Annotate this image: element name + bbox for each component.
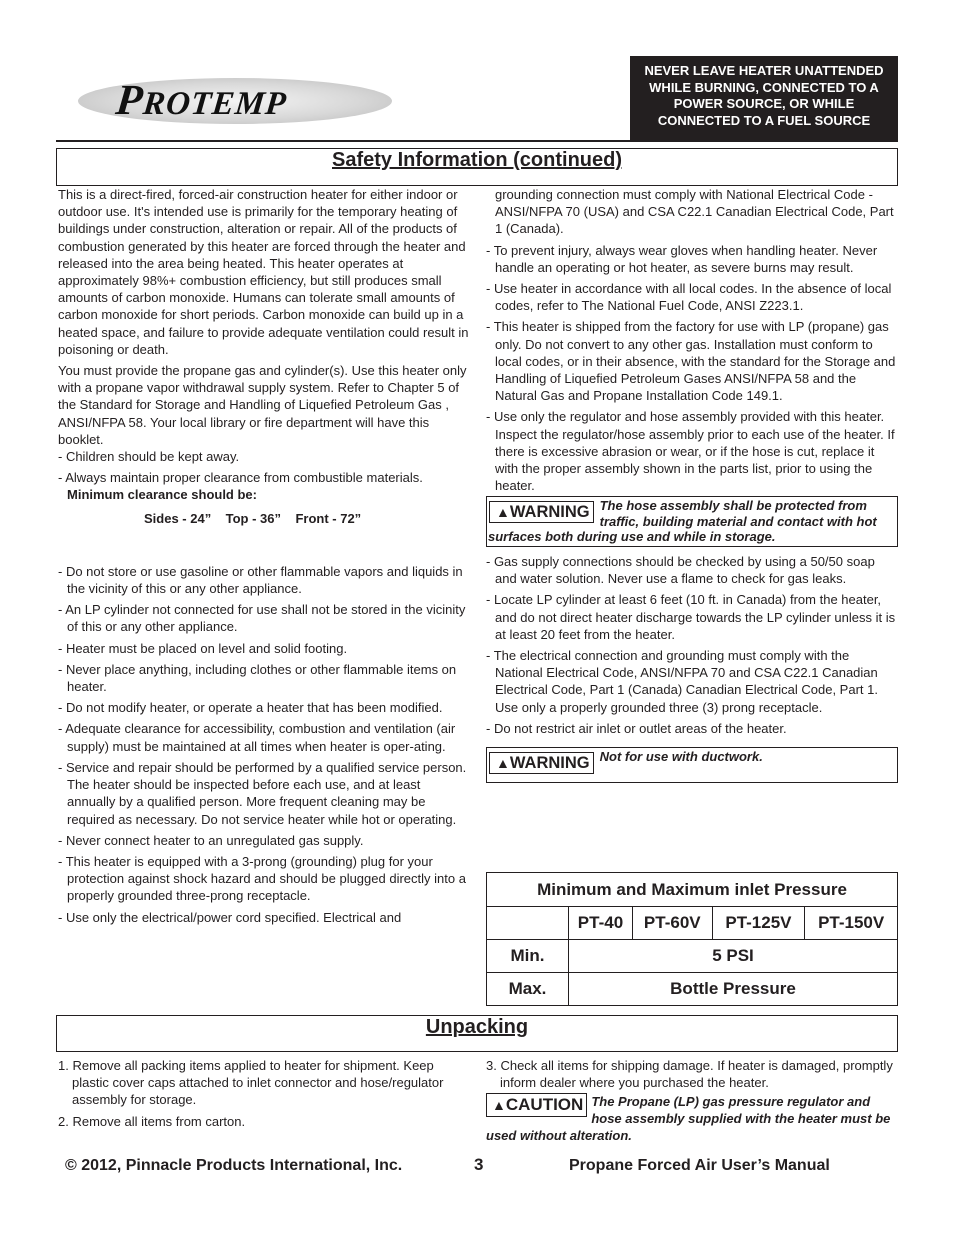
warning-label: ▲WARNING xyxy=(489,501,594,523)
clearance-label: Minimum clearance should be: xyxy=(67,487,257,503)
safety-item: - Service and repair should be performed by a qualified service person. The heater should be inspected before each use, and at least annually by a qualified person. More frequent cleaning may be required as necessary. Do not service heater while hot or operating. xyxy=(58,759,467,827)
unpacking-step: 2. Remove all items from carton. xyxy=(58,1113,246,1129)
footer-copyright: © 2012, Pinnacle Products International, Inc. xyxy=(65,1157,403,1174)
safety-item: - This heater is shipped from the factory for use with LP (propane) gas only. Do not convert to any other gas. Installation must conform to local codes, or in their absence, with the standard for the Storage and Handling of Liquefied Petroleum Gases ANSI/NFPA 58 and the Natural Gas and Propane Installation Code 149.1. xyxy=(486,319,896,404)
unpacking-right-column xyxy=(486,1057,898,1144)
table-corner-cell xyxy=(487,907,569,940)
safety-item: - Never connect heater to an unregulated gas supply. xyxy=(58,832,364,848)
model-header: PT-40 xyxy=(569,907,633,940)
intro-paragraph: This is a direct-fired, forced-air construction heater for either indoor or outdoor use. It's intended use is primarily for the temporary heating of buildings under construction, alteration or repair. All of the products of combustion generated by this heater are forced through the heater and released into the area being heated. This heater operates at approximately 98%+ combustion efficiency, but still produces small amounts of carbon monoxide. Humans can tolerate small amounts of carbon monoxide for short periods. Carbon monoxide can build up in a heated space, and failure to provide adequate ventilation could result in poisoning or death. xyxy=(58,187,469,357)
safety-item: - Gas supply connections should be checked by using a 50/50 soap and water solution. Never use a flame to check for gas leaks. xyxy=(486,553,875,587)
safety-item: - The electrical connection and grounding must comply with the National Electrical Code, ANSI/NFPA 70 and CSA C22.1 Canadian Electrical Code, Part 1 (Canada) Canadian Electrical Code, Part 1. Use only a properly grounded three (3) prong receptacle. xyxy=(486,647,878,715)
header-rule xyxy=(56,140,898,142)
safety-item: - Adequate clearance for accessibility, combustion and ventilation (air supply) must be maintained at all times when heater is oper-ating. xyxy=(58,721,456,754)
unpacking-step: 1. Remove all packing items applied to heater for shipment. Keep plastic cover caps attached to inlet connector and hose/regulator assembly for storage. xyxy=(58,1058,444,1108)
unpacking-left-column xyxy=(58,1057,470,1134)
safety-right-column xyxy=(486,186,898,783)
unpacking-step: 3. Check all items for shipping damage. If heater is damaged, promptly inform dealer where you purchased the heater. xyxy=(486,1058,893,1091)
inlet-pressure-table xyxy=(486,872,898,1006)
top-warning-box: NEVER LEAVE HEATER UNATTENDED WHILE BURNING, CONNECTED TO A POWER SOURCE, OR WHILE CONNECTED TO A FUEL SOURCE xyxy=(630,56,898,142)
page-number: 3 xyxy=(474,1155,484,1174)
warning-text: Not for use with ductwork. xyxy=(599,748,763,764)
safety-item: - To prevent injury, always wear gloves when handling heater. Never handle an operating or hot heater, as severe burns may result. xyxy=(486,242,878,275)
table-row xyxy=(487,940,898,973)
safety-item: - Do not store or use gasoline or other flammable vapors and liquids in the vicinity of this or any other appliance. xyxy=(58,563,463,597)
caution-label: ▲CAUTION xyxy=(486,1093,587,1117)
safety-item: - Do not modify heater, or operate a heater that has been modified. xyxy=(58,700,443,716)
safety-item: - Never place anything, including clothes or other flammable items on heater. xyxy=(58,661,457,695)
table-header-row xyxy=(487,907,898,940)
safety-item: - Always maintain proper clearance from combustible materials. xyxy=(58,470,423,486)
unpacking-heading: Unpacking xyxy=(56,1015,898,1052)
caution-block xyxy=(486,1093,898,1144)
clearance-values: Sides - 24” Top - 36” Front - 72” xyxy=(144,510,362,526)
caution-triangle-icon: ▲ xyxy=(492,1097,506,1114)
safety-item: - Use only the electrical/power cord specified. Electrical and xyxy=(58,909,402,925)
propane-paragraph: You must provide the propane gas and cylinder(s). Use this heater only with a propane vapor withdrawal supply system. Refer to Chapter 5 of the Standard for Storage and Handling of Liquefied Petroleum Gas , ANSI/NFPA 58. Your local library or fire department will have this booklet. xyxy=(58,363,467,447)
model-header: PT-60V xyxy=(632,907,712,940)
footer-manual-title: Propane Forced Air User’s Manual xyxy=(569,1157,830,1174)
safety-item: - Children should be kept away. xyxy=(58,449,240,465)
safety-item: - Do not restrict air inlet or outlet areas of the heater. xyxy=(486,720,787,736)
warning-triangle-icon: ▲ xyxy=(496,504,510,521)
safety-item: - Use only the regulator and hose assembly provided with this heater. Inspect the regulator/hose assembly prior to each use of the heater. If there is excessive abrasion or wear, or if the hose is cut, replace it with the proper assembly shown in the parts list, prior to using the heater. xyxy=(486,409,895,494)
row-label: Max. xyxy=(487,973,569,1006)
safety-left-column xyxy=(58,186,470,930)
safety-item: - Heater must be placed on level and solid footing. xyxy=(58,640,348,656)
model-header: PT-150V xyxy=(805,907,898,940)
caution-text: The Propane (LP) gas pressure regulator and hose assembly supplied with the heater must be used without alteration. xyxy=(486,1094,891,1144)
safety-item-continued: grounding connection must comply with National Electrical Code - ANSI/NFPA 70 (USA) and CSA C22.1 Canadian Electrical Code, Part 1 (Canada). xyxy=(495,187,894,237)
model-header: PT-125V xyxy=(712,907,805,940)
safety-item: - Locate LP cylinder at least 6 feet (10 ft. in Canada) from the heater, and do not direct heater discharge towards the LP cylinder unless it is at least 20 feet from the heater. xyxy=(486,592,896,642)
row-value: 5 PSI xyxy=(569,940,898,973)
warning-label: ▲WARNING xyxy=(489,752,594,774)
warning-triangle-icon: ▲ xyxy=(496,754,510,771)
logo-wordmark: PROTEMP xyxy=(113,77,289,124)
table-title-row xyxy=(487,873,898,907)
ductwork-warning-box xyxy=(486,747,898,783)
safety-item: - Use heater in accordance with all local codes. In the absence of local codes, refer to The National Fuel Code, ANSI Z223.1. xyxy=(486,281,892,314)
protemp-logo xyxy=(78,76,392,126)
safety-item: - This heater is equipped with a 3-prong (grounding) plug for your protection against shock hazard and should be plugged directly into a properly grounded three-prong receptacle. xyxy=(58,853,466,904)
warning-text: The hose assembly shall be protected from traffic, building material and contact with hot surfaces both during use and while in storage. xyxy=(488,498,877,545)
row-label: Min. xyxy=(487,940,569,973)
safety-item: - An LP cylinder not connected for use shall not be stored in the vicinity of this or any other appliance. xyxy=(58,602,466,635)
row-value: Bottle Pressure xyxy=(569,973,898,1006)
table-row xyxy=(487,973,898,1006)
hose-warning-box xyxy=(486,496,898,547)
table-title: Minimum and Maximum inlet Pressure xyxy=(487,873,898,907)
safety-heading: Safety Information (continued) xyxy=(56,148,898,186)
